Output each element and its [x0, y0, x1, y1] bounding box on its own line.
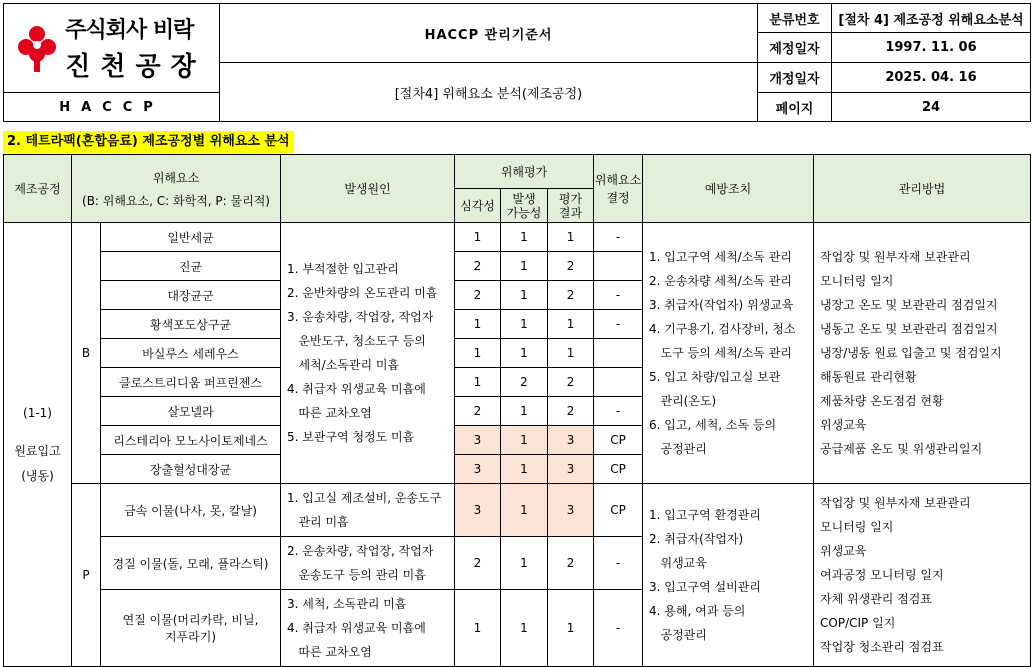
col-prevention: 예방조치 [643, 155, 814, 223]
management-line: 위생교육 [820, 418, 867, 432]
management-line: 자체 위생관리 점검표 [820, 592, 932, 606]
logo-cell [4, 4, 220, 93]
severity-value: 3 [455, 426, 501, 455]
management-cell-b [814, 223, 1031, 484]
cause-line: 2. 운송차량, 작업장, 작업자 [287, 544, 434, 558]
decision-value: - [594, 397, 643, 426]
severity-value: 3 [455, 484, 501, 537]
col-hazard-sub: (B: 위해요소, C: 화학적, P: 물리적) [82, 193, 270, 208]
col-likelihood [501, 189, 548, 223]
severity-value: 2 [455, 397, 501, 426]
management-line: 모니터링 일지 [820, 520, 894, 534]
cause-line: 2. 운반차량의 온도관리 미흡 [287, 286, 438, 300]
management-line: 작업장 청소관리 점검표 [820, 640, 944, 654]
meta-key-revised: 개정일자 [758, 63, 832, 93]
management-line: 여과공정 모니터링 일지 [820, 568, 944, 582]
management-line: 냉동고 온도 및 보관관리 점검일지 [820, 322, 998, 336]
likelihood-value: 1 [501, 310, 548, 339]
decision-value: - [594, 223, 643, 252]
management-line: 냉장고 온도 및 보관관리 점검일지 [820, 298, 998, 312]
management-cell-p [814, 484, 1031, 667]
cause-line: 1. 입고실 제조설비, 운송도구 [287, 491, 442, 505]
likelihood-value: 1 [501, 426, 548, 455]
result-value: 3 [548, 455, 594, 484]
likelihood-value: 1 [501, 590, 548, 667]
management-line: 모니터링 일지 [820, 274, 894, 288]
severity-value: 1 [455, 223, 501, 252]
col-decision [594, 155, 643, 223]
cause-line: 5. 보관구역 청정도 미흡 [287, 430, 415, 444]
process-note: (냉동) [21, 468, 54, 483]
table-row [4, 484, 1031, 537]
cause-line: 3. 운송차량, 작업장, 작업자 [287, 310, 434, 324]
decision-value: CP [594, 426, 643, 455]
col-hazard [72, 155, 281, 223]
hazard-type-p: P [72, 484, 101, 667]
prevention-line: 5. 입고 차량/입고실 보관 [649, 370, 781, 384]
management-line: 제품차량 온도점검 현황 [820, 394, 944, 408]
decision-value: - [594, 281, 643, 310]
col-decision-line2: 결정 [606, 190, 630, 205]
meta-value-class: [절차 4] 제조공정 위해요소분석 [832, 4, 1031, 33]
prevention-line: 공정관리 [649, 628, 707, 642]
prevention-line: 3. 입고구역 설비관리 [649, 580, 761, 594]
likelihood-value: 2 [501, 368, 548, 397]
hazard-name-line2: 지푸라기) [164, 630, 217, 644]
result-value: 1 [548, 310, 594, 339]
prevention-line: 공정관리 [649, 442, 707, 456]
col-result-line1: 평가 [558, 191, 583, 206]
likelihood-value: 1 [501, 484, 548, 537]
col-hazard-title: 위해요소 [152, 170, 200, 185]
prevention-cell-b [643, 223, 814, 484]
result-value: 2 [548, 537, 594, 590]
plant-name: 진천공장 [65, 52, 206, 82]
cause-line: 따른 교차오염 [287, 406, 372, 420]
table-row [4, 223, 1031, 252]
prevention-line: 2. 운송차량 세척/소독 관리 [649, 274, 792, 288]
col-result-line2: 결과 [558, 205, 583, 220]
hazard-analysis-table [3, 154, 1031, 667]
hazard-type-b: B [72, 223, 101, 484]
company-name: 주식회사 비락 [65, 18, 194, 43]
document-title: HACCP 관리기준서 [220, 4, 758, 63]
process-code: (1-1) [23, 405, 52, 420]
likelihood-value: 1 [501, 339, 548, 368]
document-subtitle: [절차4] 위해요소 분석(제조공정) [220, 63, 758, 122]
decision-value: - [594, 590, 643, 667]
prevention-line: 4. 기구용기, 검사장비, 청소 [649, 322, 796, 336]
col-likelihood-line2: 가능성 [506, 205, 542, 220]
decision-value [594, 252, 643, 281]
result-value: 2 [548, 281, 594, 310]
cause-line: 관리 미흡 [287, 515, 349, 529]
management-line: COP/CIP 일지 [820, 616, 896, 630]
col-cause: 발생원인 [281, 155, 455, 223]
cause-line: 따른 교차오염 [287, 645, 372, 659]
severity-value: 1 [455, 590, 501, 667]
cause-line: 1. 부적절한 입고관리 [287, 262, 399, 276]
prevention-line: 1. 입고구역 세척/소독 관리 [649, 250, 792, 264]
cause-line: 세척/소독관리 미흡 [287, 358, 400, 372]
prevention-line: 관리(온도) [649, 394, 717, 408]
meta-key-page: 페이지 [758, 93, 832, 122]
hazard-name-line1: 연질 이물(머리카락, 비닐, [122, 613, 259, 627]
result-value: 1 [548, 590, 594, 667]
management-line: 위생교육 [820, 544, 867, 558]
severity-value: 1 [455, 310, 501, 339]
prevention-line: 6. 입고, 세척, 소독 등의 [649, 418, 777, 432]
prevention-line: 도구 등의 세척/소독 관리 [649, 346, 792, 360]
result-value: 2 [548, 252, 594, 281]
col-process: 제조공정 [4, 155, 72, 223]
management-line: 냉장/냉동 원료 입출고 및 점검일지 [820, 346, 1002, 360]
decision-value: CP [594, 455, 643, 484]
prevention-line: 위생교육 [649, 556, 707, 570]
company-logo-icon [17, 22, 57, 74]
haccp-label: HACCP [4, 93, 220, 122]
hazard-name: 클로스트리디움 퍼프린젠스 [101, 368, 281, 397]
section-title: 2. 테트라팩(혼합음료) 제조공정별 위해요소 분석 [3, 131, 294, 153]
management-line: 해동원료 관리현황 [820, 370, 917, 384]
cause-line: 운반도구, 청소도구 등의 [287, 334, 426, 348]
hazard-name: 대장균군 [101, 281, 281, 310]
cause-line: 3. 세척, 소독관리 미흡 [287, 597, 407, 611]
likelihood-value: 1 [501, 397, 548, 426]
decision-value [594, 339, 643, 368]
document-header [3, 3, 1031, 122]
severity-value: 1 [455, 368, 501, 397]
likelihood-value: 1 [501, 455, 548, 484]
hazard-name: 금속 이물(나사, 못, 칼날) [101, 484, 281, 537]
cause-line: 4. 취급자 위생교육 미흡에 [287, 382, 426, 396]
decision-value [594, 368, 643, 397]
severity-value: 2 [455, 281, 501, 310]
meta-value-established: 1997. 11. 06 [832, 33, 1031, 63]
hazard-name: 장출혈성대장균 [101, 455, 281, 484]
col-eval: 위해평가 [455, 155, 594, 189]
result-value: 2 [548, 397, 594, 426]
cause-line: 운송도구 등의 관리 미흡 [287, 568, 426, 582]
severity-value: 2 [455, 252, 501, 281]
decision-value: - [594, 310, 643, 339]
cause-cell-p2 [281, 537, 455, 590]
col-likelihood-line1: 발생 [512, 191, 536, 206]
prevention-line: 2. 취급자(작업자) [649, 532, 744, 546]
meta-value-page: 24 [832, 93, 1031, 122]
hazard-name: 살모넬라 [101, 397, 281, 426]
management-line: 작업장 및 원부자재 보관관리 [820, 250, 971, 264]
hazard-name: 황색포도상구균 [101, 310, 281, 339]
prevention-line: 3. 취급자(작업자) 위생교육 [649, 298, 794, 312]
result-value: 1 [548, 339, 594, 368]
severity-value: 2 [455, 537, 501, 590]
process-cell [4, 223, 72, 667]
management-line: 공급제품 온도 및 위생관리일지 [820, 442, 983, 456]
hazard-name: 리스테리아 모노사이토제네스 [101, 426, 281, 455]
col-severity: 심각성 [455, 189, 501, 223]
prevention-line: 1. 입고구역 환경관리 [649, 508, 761, 522]
likelihood-value: 1 [501, 281, 548, 310]
decision-value: - [594, 537, 643, 590]
hazard-name: 진균 [101, 252, 281, 281]
result-value: 3 [548, 426, 594, 455]
likelihood-value: 1 [501, 252, 548, 281]
hazard-name: 경질 이물(돌, 모래, 플라스틱) [101, 537, 281, 590]
result-value: 3 [548, 484, 594, 537]
cause-line: 4. 취급자 위생교육 미흡에 [287, 621, 426, 635]
severity-value: 1 [455, 339, 501, 368]
col-decision-line1: 위해요소 [594, 172, 642, 187]
hazard-name: 일반세균 [101, 223, 281, 252]
likelihood-value: 1 [501, 223, 548, 252]
decision-value: CP [594, 484, 643, 537]
meta-key-class: 분류번호 [758, 4, 832, 33]
severity-value: 3 [455, 455, 501, 484]
hazard-name: 바실루스 세레우스 [101, 339, 281, 368]
prevention-line: 4. 용해, 여과 등의 [649, 604, 746, 618]
likelihood-value: 1 [501, 537, 548, 590]
meta-value-revised: 2025. 04. 16 [832, 63, 1031, 93]
process-name: 원료입고 [14, 443, 61, 458]
col-management: 관리방법 [814, 155, 1031, 223]
col-result [548, 189, 594, 223]
result-value: 2 [548, 368, 594, 397]
cause-cell-p1 [281, 484, 455, 537]
cause-cell-b [281, 223, 455, 484]
prevention-cell-p [643, 484, 814, 667]
meta-key-established: 제정일자 [758, 33, 832, 63]
result-value: 1 [548, 223, 594, 252]
management-line: 작업장 및 원부자재 보관관리 [820, 496, 971, 510]
